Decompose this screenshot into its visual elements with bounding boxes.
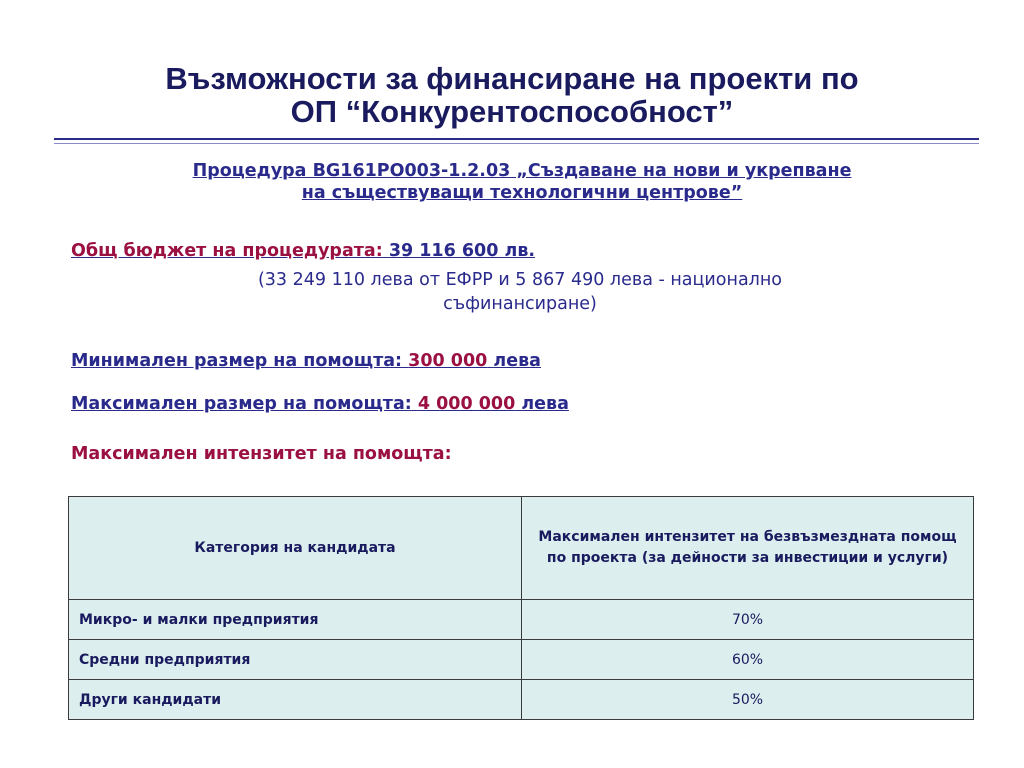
header-intensity xyxy=(522,497,974,600)
aid-intensity-table xyxy=(68,496,974,720)
min-aid-unit: лева xyxy=(493,351,541,371)
budget-line xyxy=(71,240,535,262)
budget-detail xyxy=(120,268,920,316)
header-intensity-line2: по проекта (за дейности за инвестиции и услуги) xyxy=(546,550,949,566)
procedure-heading xyxy=(40,160,1004,204)
max-aid-unit: лева xyxy=(521,394,569,414)
min-aid-value: 300 000 xyxy=(408,351,488,371)
row-category: Други кандидати xyxy=(69,680,522,720)
header-category: Категория на кандидата xyxy=(69,497,522,600)
budget-label: Общ бюджет на процедурата: xyxy=(71,241,383,261)
intensity-heading: Максимален интензитет на помощта: xyxy=(71,444,452,464)
title-divider-bottom xyxy=(54,143,979,144)
table-header-row xyxy=(69,497,974,600)
row-intensity: 60% xyxy=(522,640,974,680)
row-intensity: 70% xyxy=(522,600,974,640)
max-aid-line xyxy=(71,393,569,415)
title-divider-top xyxy=(54,138,979,140)
slide-title-line1: Възможности за финансиране на проекти по xyxy=(165,61,859,96)
header-intensity-line1: Максимален интензитет на безвъзмездната помощ xyxy=(538,529,957,545)
max-aid-value: 4 000 000 xyxy=(417,394,516,414)
budget-detail-line2: съфинансиране) xyxy=(443,294,597,314)
table-row xyxy=(69,680,974,720)
slide-title xyxy=(0,62,1024,128)
procedure-line2: на съществуващи технологични центрове” xyxy=(301,183,743,203)
max-aid-label: Максимален размер на помощта: xyxy=(71,394,412,414)
slide-title-line2: ОП “Конкурентоспособност” xyxy=(290,94,734,129)
budget-detail-line1: (33 249 110 лева от ЕФРР и 5 867 490 лева - национално xyxy=(257,270,783,290)
procedure-line1: Процедура BG161PO003-1.2.03 „Създаване на нови и укрепване xyxy=(192,161,852,181)
row-intensity: 50% xyxy=(522,680,974,720)
min-aid-label: Минимален размер на помощта: xyxy=(71,351,403,371)
budget-value: 39 116 600 лв. xyxy=(388,241,536,261)
row-category: Микро- и малки предприятия xyxy=(69,600,522,640)
table-row xyxy=(69,600,974,640)
row-category: Средни предприятия xyxy=(69,640,522,680)
table-row xyxy=(69,640,974,680)
min-aid-line xyxy=(71,350,541,372)
